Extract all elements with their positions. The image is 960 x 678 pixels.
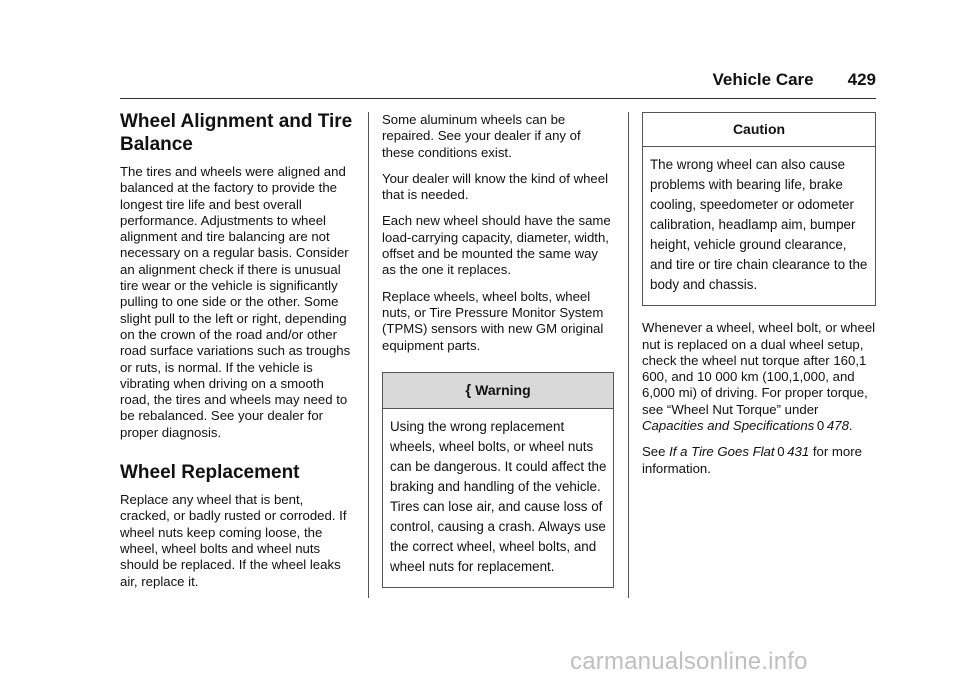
warning-body: Using the wrong replacement wheels, wheel bolts, or wheel nuts can be dangerous. It could affect the braking and handling of the vehicle. Tires can lose air, and cause loss of control, causing a crash. Always use the correct wheel, wheel bolts, and wheel nuts for replacement. xyxy=(390,419,607,575)
torque-page-link[interactable]: 478 xyxy=(826,418,849,434)
column-2 xyxy=(382,112,614,588)
column-3 xyxy=(642,112,876,487)
header-rule xyxy=(120,98,876,99)
heading-wheel-replacement: Wheel Replacement xyxy=(120,462,300,484)
paragraph-new-wheel: Each new wheel should have the same load-carrying capacity, diameter, width, offset and be mounted the same way as the one it replaces. xyxy=(382,213,611,278)
flat-tire-reference-link[interactable]: If a Tire Goes Flat xyxy=(669,444,775,460)
paragraph-alignment: The tires and wheels were aligned and balanced at the factory to provide the longest tire life and best overall performance. Adjustments to wheel alignment and tire balancing are not necessary on a regular basis. Consider an alignment check if there is unusual tire wear or the vehicle is significantly pulling to one side or the other. Some slight pull to the left or right, depending on the crown of the road and/or other road surface variations such as troughs or ruts, is normal. If the vehicle is vibrating when driving on a smooth road, the tires and wheels may need to be rebalanced. See your dealer for proper diagnosis. xyxy=(120,164,351,440)
watermark: carmanualsonline.info xyxy=(570,648,808,675)
paragraph-dealer: Your dealer will know the kind of wheel that is needed. xyxy=(382,170,609,203)
heading-wheel-alignment: Wheel Alignment and Tire Balance xyxy=(120,111,353,155)
torque-text: Whenever a wheel, wheel bolt, or wheel nut is replaced on a dual wheel setup, check the wheel nut torque after 160,1 600, and 10 000 km (100,1,000, and 6,000 mi) of driving. For proper torque, see “Wheel Nut Torque” under xyxy=(642,320,876,417)
paragraph-see-flat xyxy=(642,444,876,477)
flat-tire-page-link[interactable]: 431 xyxy=(787,444,810,460)
warning-header xyxy=(383,373,613,409)
page-number: 429 xyxy=(847,70,876,89)
paragraph-aluminum: Some aluminum wheels can be repaired. See your dealer if any of these conditions exist. xyxy=(382,112,581,160)
page-ref-arrow-icon: 0 xyxy=(816,418,825,434)
caution-box xyxy=(642,112,876,306)
column-1 xyxy=(120,108,354,600)
warning-icon: { xyxy=(465,381,472,399)
paragraph-replace-parts: Replace wheels, wheel bolts, wheel nuts, or Tire Pressure Monitor System (TPMS) sensors with new GM original equipment parts. xyxy=(382,288,604,353)
torque-period: . xyxy=(848,418,853,434)
caution-body: The wrong wheel can also cause problems with bearing life, brake cooling, speedometer or odometer calibration, headlamp aim, bumper height, vehicle ground clearance, and tire or tire chain clearance to the body and chassis. xyxy=(650,157,868,293)
section-title: Vehicle Care xyxy=(712,70,814,89)
paragraph-replacement: Replace any wheel that is bent, cracked, or badly rusted or corroded. If wheel nuts keep coming loose, the wheel, wheel bolts and wheel nuts should be replaced. If the wheel leaks air, replace it. xyxy=(120,492,347,589)
page-header xyxy=(700,70,876,90)
warning-title: Warning xyxy=(475,381,531,398)
page-ref-arrow-icon: 0 xyxy=(777,444,785,460)
column-divider-2 xyxy=(628,112,629,598)
torque-reference-link[interactable]: Capacities and Specifications xyxy=(642,418,815,434)
paragraph-torque xyxy=(642,320,876,434)
see-text: See xyxy=(642,444,670,460)
warning-box xyxy=(382,372,614,588)
caution-title: Caution xyxy=(643,113,875,147)
see-end-text: for more information. xyxy=(642,444,862,476)
column-divider-1 xyxy=(368,112,369,598)
